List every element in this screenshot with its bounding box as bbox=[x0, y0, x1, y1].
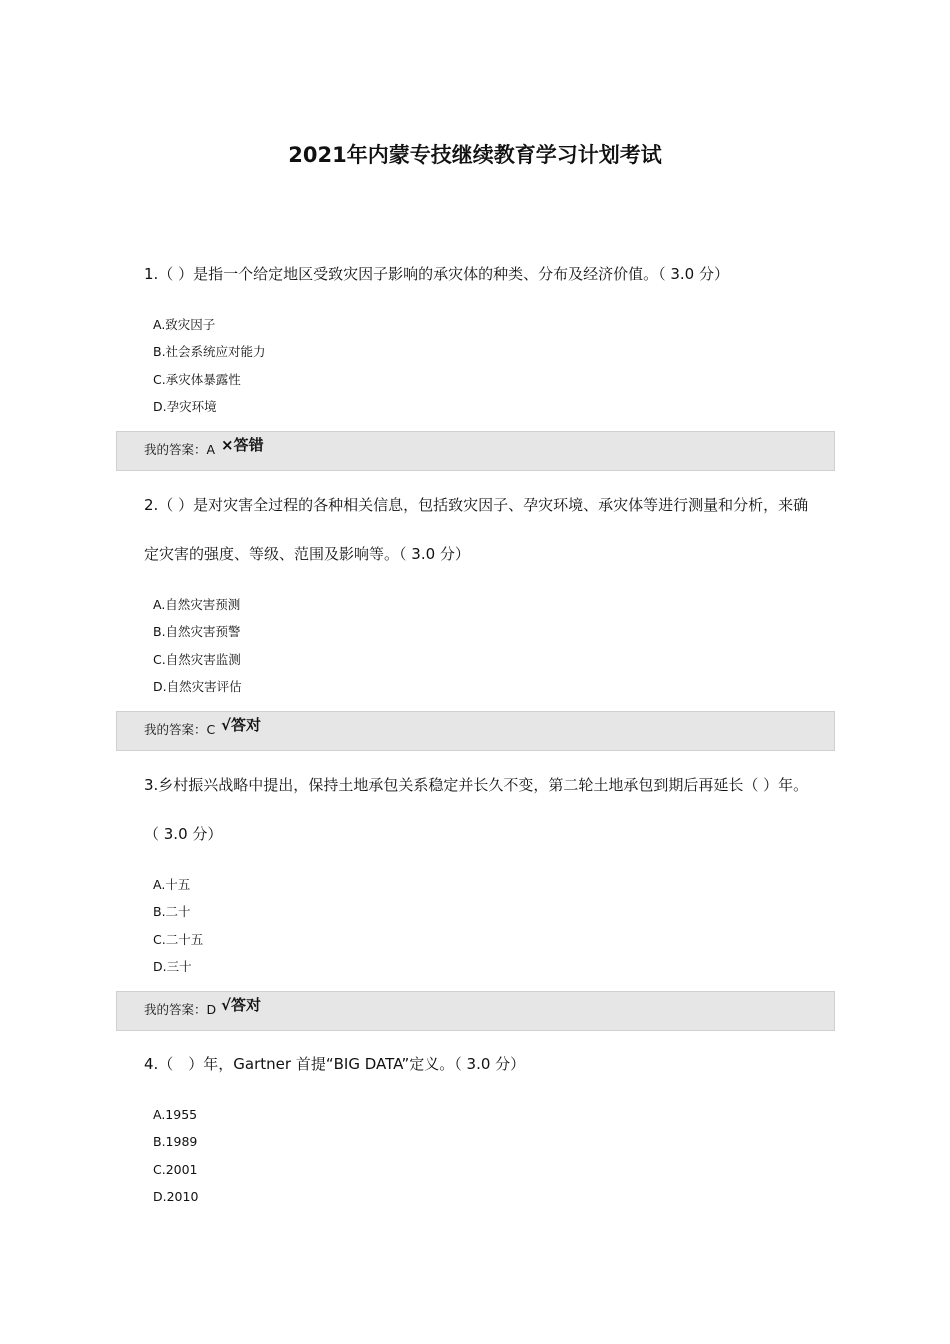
question-text: 3.乡村振兴战略中提出，保持土地承包关系稳定并长久不变，第二轮土地承包到期后再延长（ ）年。（ 3.0 分） bbox=[144, 776, 809, 843]
option-a[interactable]: A.1955 bbox=[153, 1107, 198, 1122]
option-a[interactable]: A.自然灾害预测 bbox=[153, 597, 241, 612]
question-text: 4.（ ）年，Gartner 首提“BIG DATA”定义。（ 3.0 分） bbox=[144, 1055, 526, 1073]
option-b[interactable]: B.社会系统应对能力 bbox=[153, 344, 266, 360]
answer-result-correct: √答对 bbox=[221, 716, 262, 734]
option-list bbox=[153, 1101, 198, 1211]
question-text: 2.（ ）是对灾害全过程的各种相关信息，包括致灾因子、孕灾环境、承灾体等进行测量和分析，来确定灾害的强度、等级、范围及影响等。（ 3.0 分） bbox=[144, 496, 809, 563]
option-c[interactable]: C.2001 bbox=[153, 1161, 198, 1177]
my-answer-label: 我的答案：A bbox=[144, 442, 216, 457]
option-a[interactable]: A.十五 bbox=[153, 877, 191, 892]
my-answer-label: 我的答案：D bbox=[144, 1002, 217, 1017]
answer-bar bbox=[116, 991, 835, 1031]
option-d[interactable]: D.自然灾害评估 bbox=[153, 679, 242, 695]
option-a[interactable]: A.致灾因子 bbox=[153, 317, 216, 332]
option-c[interactable]: C.自然灾害监测 bbox=[153, 651, 241, 667]
option-list bbox=[153, 311, 266, 421]
option-b[interactable]: B.1989 bbox=[153, 1134, 198, 1150]
option-c[interactable]: C.承灾体暴露性 bbox=[153, 371, 241, 387]
option-b[interactable]: B.自然灾害预警 bbox=[153, 624, 241, 640]
option-list bbox=[153, 871, 203, 981]
option-c[interactable]: C.二十五 bbox=[153, 931, 204, 947]
option-list bbox=[153, 591, 242, 701]
my-answer-label: 我的答案：C bbox=[144, 722, 216, 737]
answer-bar bbox=[116, 431, 835, 471]
option-d[interactable]: D.孕灾环境 bbox=[153, 399, 217, 415]
answer-result-correct: √答对 bbox=[221, 996, 262, 1014]
page-title: 2021年内蒙专技继续教育学习计划考试 bbox=[288, 143, 662, 167]
option-d[interactable]: D.三十 bbox=[153, 959, 192, 975]
answer-result-wrong: ×答错 bbox=[221, 436, 264, 454]
question-text: 1.（ ）是指一个给定地区受致灾因子影响的承灾体的种类、分布及经济价值。（ 3.0 分） bbox=[144, 265, 729, 283]
option-d[interactable]: D.2010 bbox=[153, 1189, 199, 1205]
answer-bar bbox=[116, 711, 835, 751]
option-b[interactable]: B.二十 bbox=[153, 904, 191, 920]
